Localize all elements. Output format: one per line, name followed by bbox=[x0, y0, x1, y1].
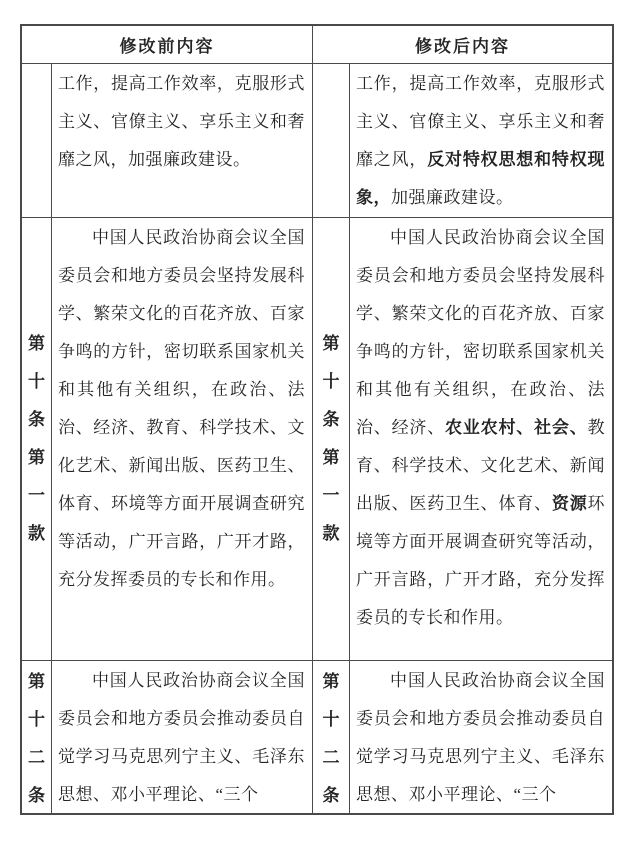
article-label-char: 十 bbox=[28, 710, 45, 729]
article-label-char: 第 bbox=[28, 334, 45, 353]
article-label-char: 二 bbox=[322, 748, 340, 767]
before-paragraph-row3 bbox=[58, 662, 305, 813]
after-content-cell-row2 bbox=[350, 218, 612, 661]
text-segment: 中国人民政治协商会议全国委员会和地方委员会推动委员自觉学习马克思列宁主义、毛泽东思想、邓小平理论、“三个 bbox=[58, 671, 305, 804]
before-content-cell-row1 bbox=[52, 64, 313, 218]
text-segment: 加强廉政建设。 bbox=[391, 188, 514, 207]
text-segment: 中国人民政治协商会议全国委员会和地方委员会坚持发展科学、繁荣文化的百花齐放、百家争鸣的方针，密切联系国家机关和其他有关组织，在政治、法治、经济、 bbox=[356, 228, 605, 437]
article-label-char: 条 bbox=[322, 410, 340, 429]
article-label-char: 第 bbox=[322, 672, 340, 691]
article-label-char: 十 bbox=[28, 372, 45, 391]
article-label-char: 一 bbox=[322, 486, 340, 505]
article-label-char: 条 bbox=[28, 786, 45, 805]
article-label-char: 条 bbox=[322, 786, 340, 805]
text-segment: 中国人民政治协商会议全国委员会和地方委员会坚持发展科学、繁荣文化的百花齐放、百家争鸣的方针，密切联系国家机关和其他有关组织，在政治、法治、经济、教育、科学技术、文化艺术、新闻出版、医药卫生、体育、环境等方面开展调查研究等活动，广开言路，广开才路，充分发挥委员的专长和作用。 bbox=[58, 228, 305, 589]
text-segment: 工作，提高工作效率，克服形式主义、官僚主义、享乐主义和奢靡之风， bbox=[356, 74, 605, 169]
after-content-cell-row3 bbox=[350, 661, 612, 813]
article-label-cell-after-row3 bbox=[313, 661, 350, 813]
article-label-cell-before-row1 bbox=[22, 64, 52, 218]
article-label-char: 第 bbox=[28, 672, 45, 691]
text-segment: 中国人民政治协商会议全国委员会和地方委员会推动委员自觉学习马克思列宁主义、毛泽东思想、邓小平理论、“三个 bbox=[356, 671, 605, 804]
article-label-char: 款 bbox=[28, 524, 45, 543]
article-label-cell-before-row2 bbox=[22, 218, 52, 661]
after-paragraph-row3 bbox=[356, 662, 605, 813]
article-label-cell-after-row1 bbox=[313, 64, 350, 218]
article-label-char: 第 bbox=[28, 448, 45, 467]
inserted-bold-text: 农业农村、社会、 bbox=[445, 418, 588, 437]
header-after-column: 修改后内容 bbox=[313, 26, 612, 64]
inserted-bold-text: 资源 bbox=[551, 494, 588, 513]
article-label-char: 第 bbox=[322, 334, 340, 353]
article-label-char: 一 bbox=[28, 486, 45, 505]
before-content-cell-row3 bbox=[52, 661, 313, 813]
after-paragraph-row1 bbox=[356, 65, 605, 217]
text-segment: 教育、科学技术、文化艺术、新闻出版、医药卫生、体育、 bbox=[356, 418, 606, 513]
comparison-table bbox=[20, 24, 614, 815]
after-content-cell-row1 bbox=[350, 64, 612, 218]
article-label-char: 第 bbox=[322, 448, 340, 467]
article-label-char: 款 bbox=[322, 524, 340, 543]
article-label-char: 十 bbox=[322, 372, 340, 391]
inserted-bold-text: 反对特权思想和特权现象， bbox=[356, 150, 606, 207]
article-label-char: 条 bbox=[28, 410, 45, 429]
article-label-char: 二 bbox=[28, 748, 45, 767]
article-label-char: 十 bbox=[322, 710, 340, 729]
article-label-cell-before-row3 bbox=[22, 661, 52, 813]
header-before-column: 修改前内容 bbox=[22, 26, 313, 64]
before-paragraph-row1 bbox=[58, 65, 305, 179]
after-paragraph-row2 bbox=[356, 219, 605, 637]
before-content-cell-row2 bbox=[52, 218, 313, 661]
text-segment: 工作，提高工作效率，克服形式主义、官僚主义、享乐主义和奢靡之风，加强廉政建设。 bbox=[58, 74, 305, 169]
before-paragraph-row2 bbox=[58, 219, 305, 599]
text-segment: 环境等方面开展调查研究等活动，广开言路，广开才路，充分发挥委员的专长和作用。 bbox=[356, 494, 606, 627]
article-label-cell-after-row2 bbox=[313, 218, 350, 661]
